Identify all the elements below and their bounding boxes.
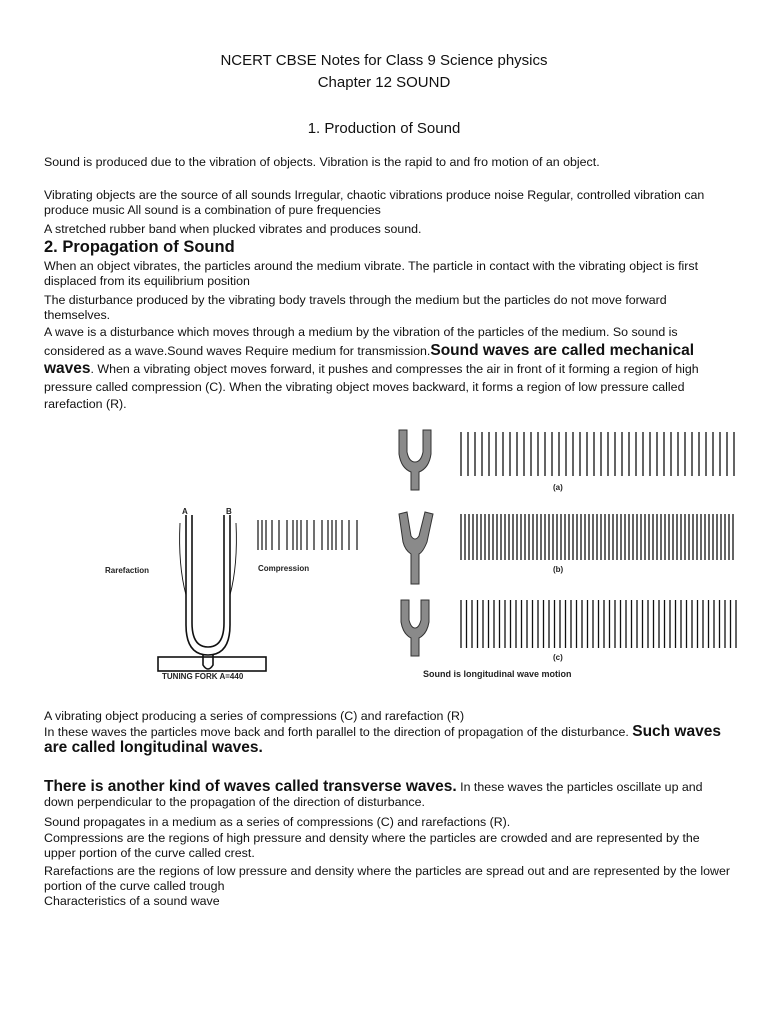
wave-row-c — [461, 600, 736, 648]
paragraph — [44, 324, 730, 414]
fork-label: TUNING FORK A=440 — [162, 672, 244, 681]
wave-row-b — [461, 514, 733, 560]
doc-title: NCERT CBSE Notes for Class 9 Science physics — [220, 52, 548, 69]
paragraph — [44, 779, 730, 810]
emphasis-text: Such waves are called longitudinal waves. — [44, 723, 721, 756]
paragraph-text: In these waves the particles move back and forth parallel to the direction of propagation of the disturbance. — [44, 725, 629, 739]
row-label-c: (c) — [553, 653, 563, 662]
chapter-title: Chapter 12 SOUND — [317, 74, 451, 91]
longitudinal-wave-figure — [395, 424, 740, 686]
paragraph-text: . When a vibrating object moves forward, it pushes and compresses the air in front of it forming a region of high pressure called compression (C). When the vibrating object moves backward, it forms a region of low pressure called rarefaction (R). — [44, 362, 699, 411]
paragraph-text: A wave is a disturbance which moves through a medium by the vibration of the particles of the medium. So sound is considered as a wave.Sound waves Require medium for transmission. — [44, 325, 678, 358]
figure-caption: Sound is longitudinal wave motion — [423, 669, 572, 679]
rarefaction-label: Rarefaction — [105, 566, 150, 575]
paragraph: Sound propagates in a medium as a series of compressions (C) and rarefactions (R). — [44, 815, 511, 829]
paragraph: A stretched rubber band when plucked vibrates and produces sound. — [44, 222, 422, 236]
paragraph: Characteristics of a sound wave — [44, 894, 220, 908]
paragraph-text: In these waves the particles oscillate up and down perpendicular to the propagation of the direction of disturbance. — [44, 780, 703, 809]
paragraph: Vibrating objects are the source of all sounds Irregular, chaotic vibrations produce noise Regular, controlled vibration can produce music All sound is a combination of pure frequencies — [44, 188, 705, 217]
fork-prong-label: A — [182, 507, 188, 516]
tuning-fork-figure — [100, 505, 395, 685]
paragraph — [44, 724, 730, 756]
paragraph: When an object vibrates, the particles around the medium vibrate. The particle in contact with the vibrating object is first displaced from its equilibrium position — [44, 259, 699, 288]
paragraph: Rarefactions are the regions of low pressure and density where the particles are spread out and are represented by the lower portion of the curve called trough — [44, 864, 731, 893]
section-heading-production: 1. Production of Sound — [307, 120, 461, 137]
section-heading-propagation: 2. Propagation of Sound — [44, 238, 235, 256]
paragraph: Compressions are the regions of high pressure and density where the particles are crowded and are represented by the upper portion of the curve called crest. — [44, 831, 700, 860]
emphasis-text: There is another kind of waves called transverse waves. — [44, 778, 457, 795]
wave-row-a — [461, 432, 734, 476]
paragraph: Sound is produced due to the vibration of objects. Vibration is the rapid to and fro motion of an object. — [44, 155, 600, 169]
compression-label: Compression — [258, 564, 310, 573]
paragraph: The disturbance produced by the vibrating body travels through the medium but the particles do not move forward themselves. — [44, 293, 667, 322]
emphasis-text: Sound waves are called mechanical waves — [44, 341, 694, 377]
fork-prong-label: B — [226, 507, 232, 516]
paragraph: A vibrating object producing a series of compressions (C) and rarefaction (R) — [44, 709, 465, 723]
row-label-b: (b) — [553, 565, 564, 574]
row-label-a: (a) — [553, 483, 563, 492]
